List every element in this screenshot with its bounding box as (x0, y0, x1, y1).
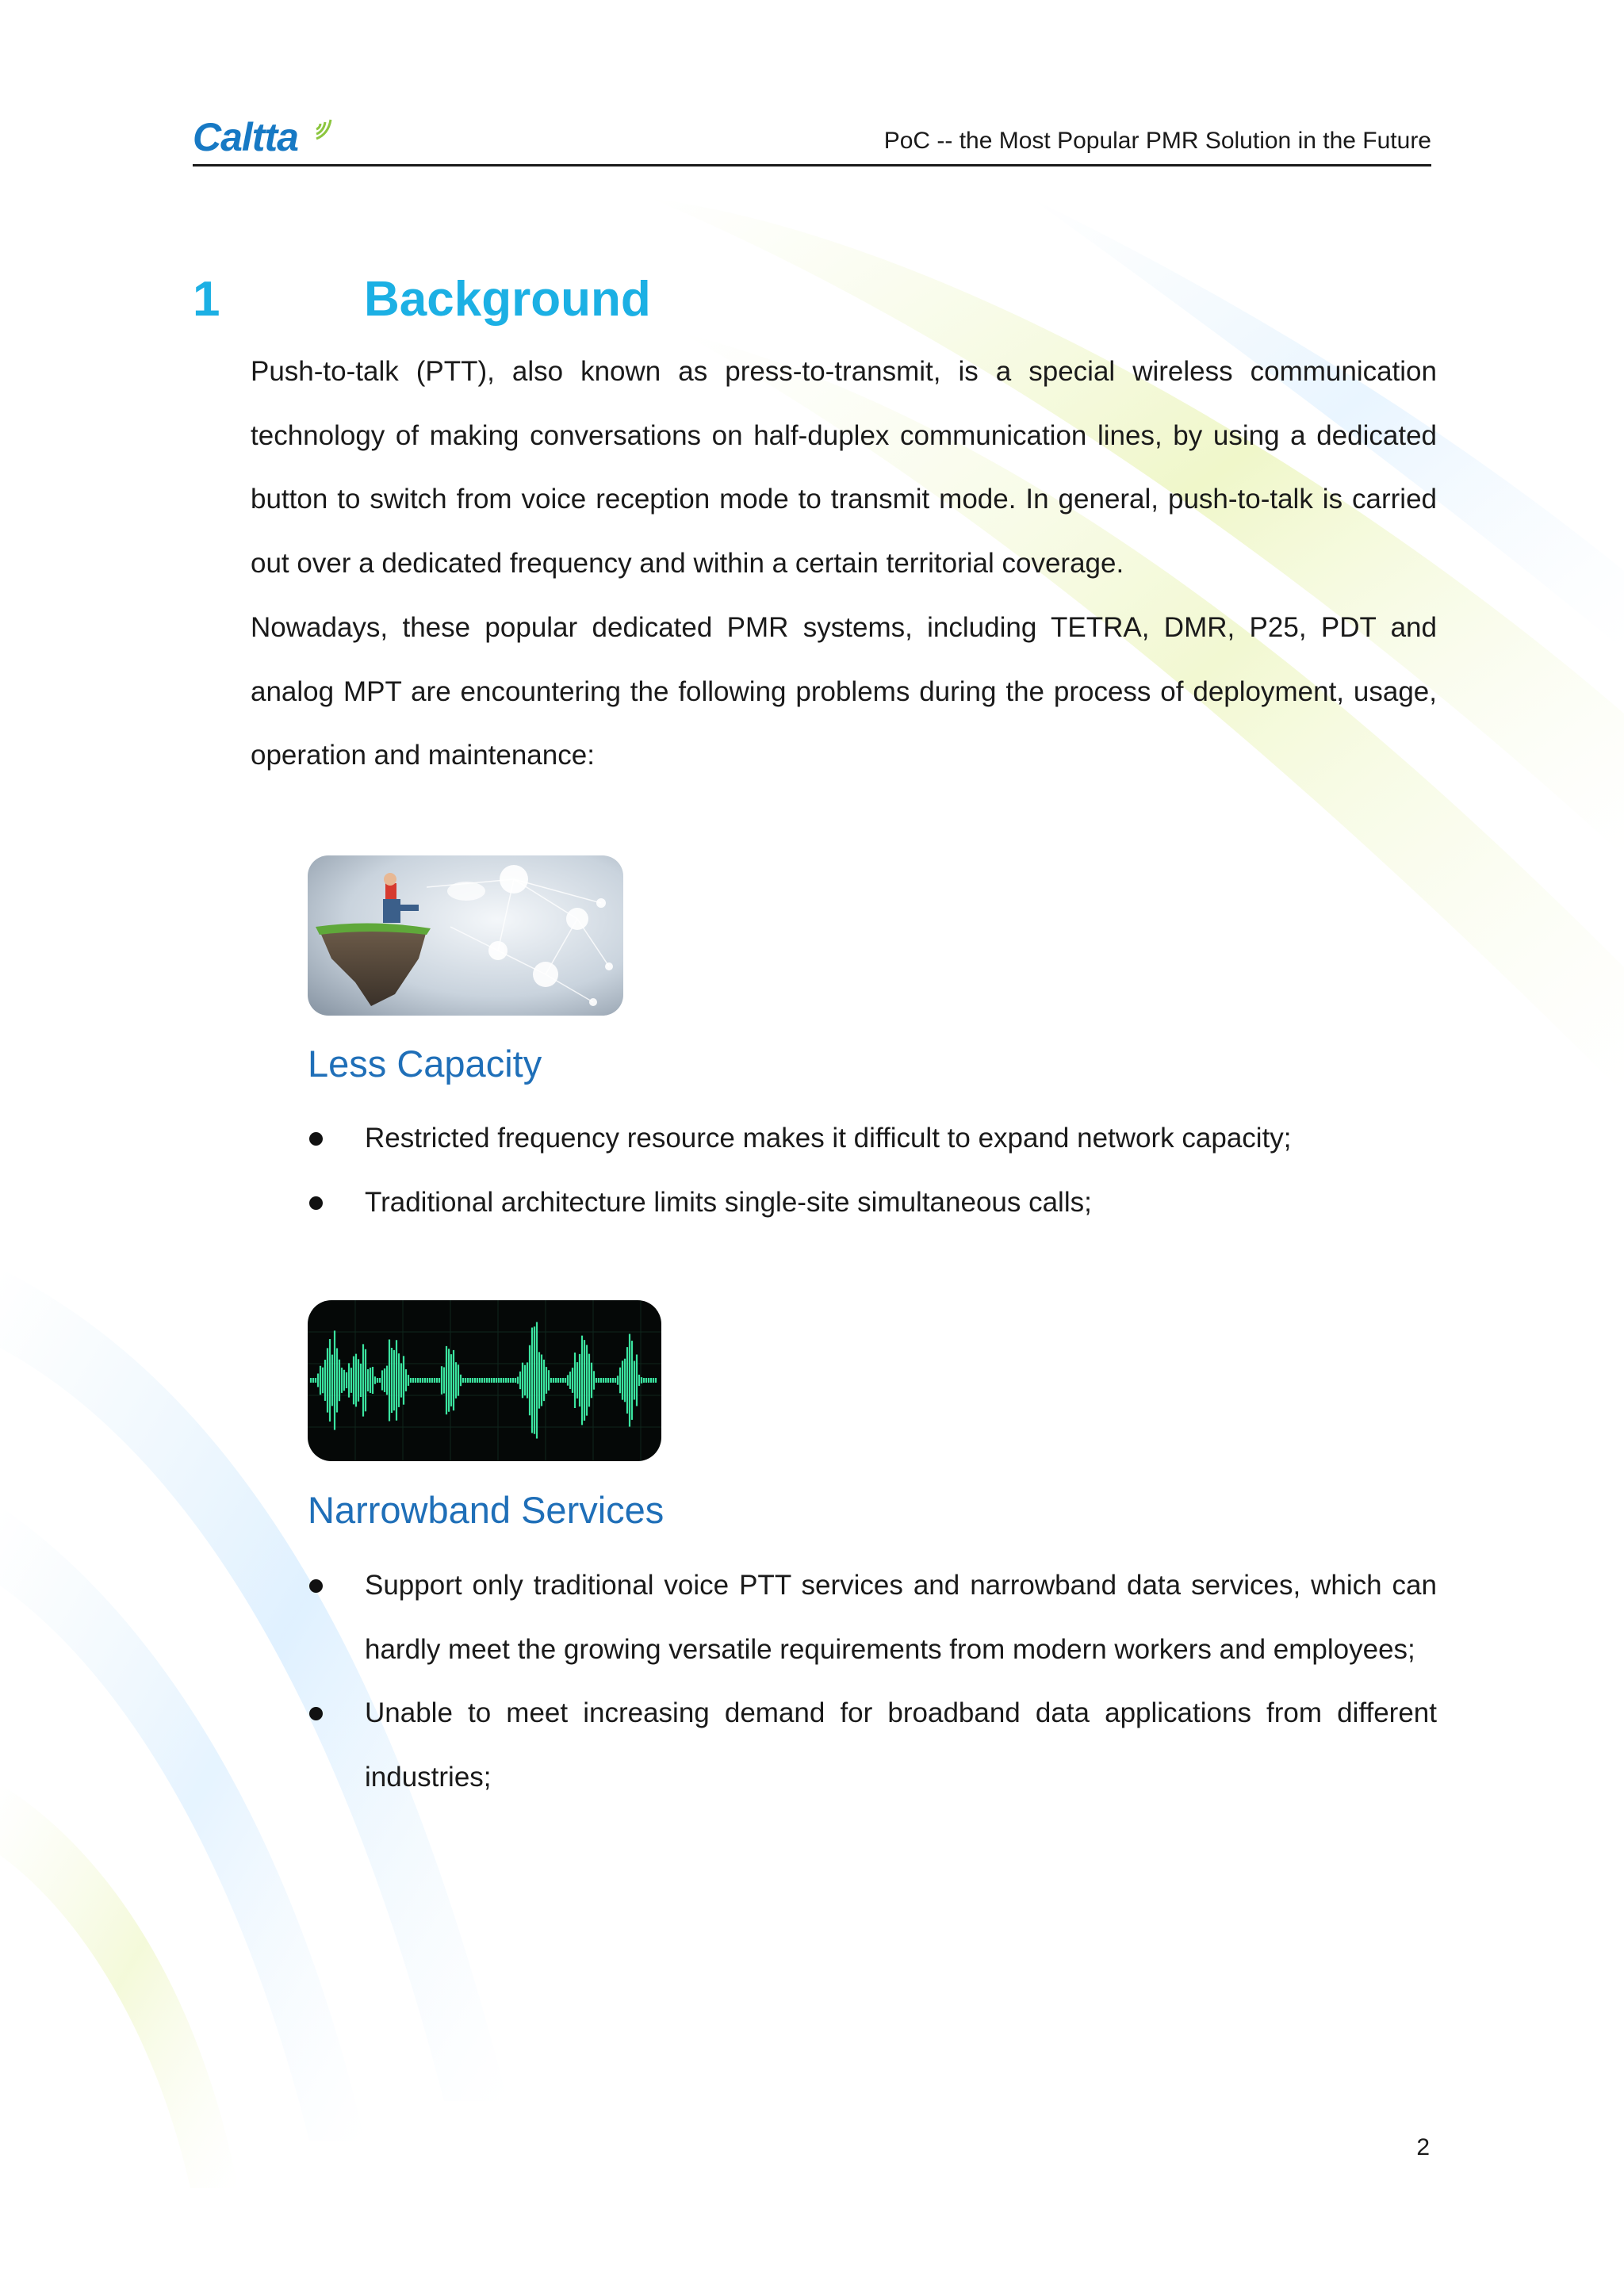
section-number: 1 (193, 272, 220, 327)
bullet-icon (309, 1579, 323, 1593)
subheading-narrowband-services: Narrowband Services (308, 1489, 665, 1531)
bullet-icon (309, 1132, 323, 1146)
page-header (193, 115, 1431, 166)
bullet-text: Support only traditional voice PTT services and narrowband data services, which can hardly meet the growing versatile requirements from modern workers and employees; (365, 1570, 1437, 1665)
waveform-illustration (308, 1300, 661, 1461)
list-item (308, 1554, 1437, 1682)
bullet-text: Traditional architecture limits single-site simultaneous calls; (365, 1186, 1092, 1218)
capacity-bullet-list (308, 1107, 1437, 1234)
bullet-text: Unable to meet increasing demand for broadband data applications from different industries; (365, 1697, 1437, 1793)
paragraph-problems: Nowadays, these popular dedicated PMR systems, including TETRA, DMR, P25, PDT and analog MPT are encountering the following problems during the process of deployment, usage, operation and maintenance: (251, 612, 1437, 771)
paragraph-intro: Push-to-talk (PTT), also known as press-to-transmit, is a special wireless communication technology of making conversations on half-duplex communication lines, by using a dedicated button to switch from voice reception mode to transmit mode. In general, push-to-talk is carried out over a dedicated frequency and within a certain territorial coverage. (251, 356, 1437, 580)
page-number: 2 (1416, 2134, 1430, 2160)
list-item (308, 1107, 1437, 1171)
bullet-icon (309, 1196, 323, 1210)
section-title: Background (364, 272, 651, 327)
document-title: PoC -- the Most Popular PMR Solution in the Future (883, 128, 1431, 154)
signal-wave-icon (313, 117, 340, 144)
bullet-icon (309, 1707, 323, 1720)
capacity-illustration (308, 855, 623, 1016)
list-item (308, 1682, 1437, 1809)
list-item (308, 1171, 1437, 1235)
subheading-less-capacity: Less Capacity (308, 1043, 542, 1085)
bullet-text: Restricted frequency resource makes it difficult to expand network capacity; (365, 1123, 1292, 1154)
narrowband-bullet-list (308, 1554, 1437, 1810)
caltta-logo (193, 117, 298, 158)
logo-text: Caltta (193, 115, 298, 159)
